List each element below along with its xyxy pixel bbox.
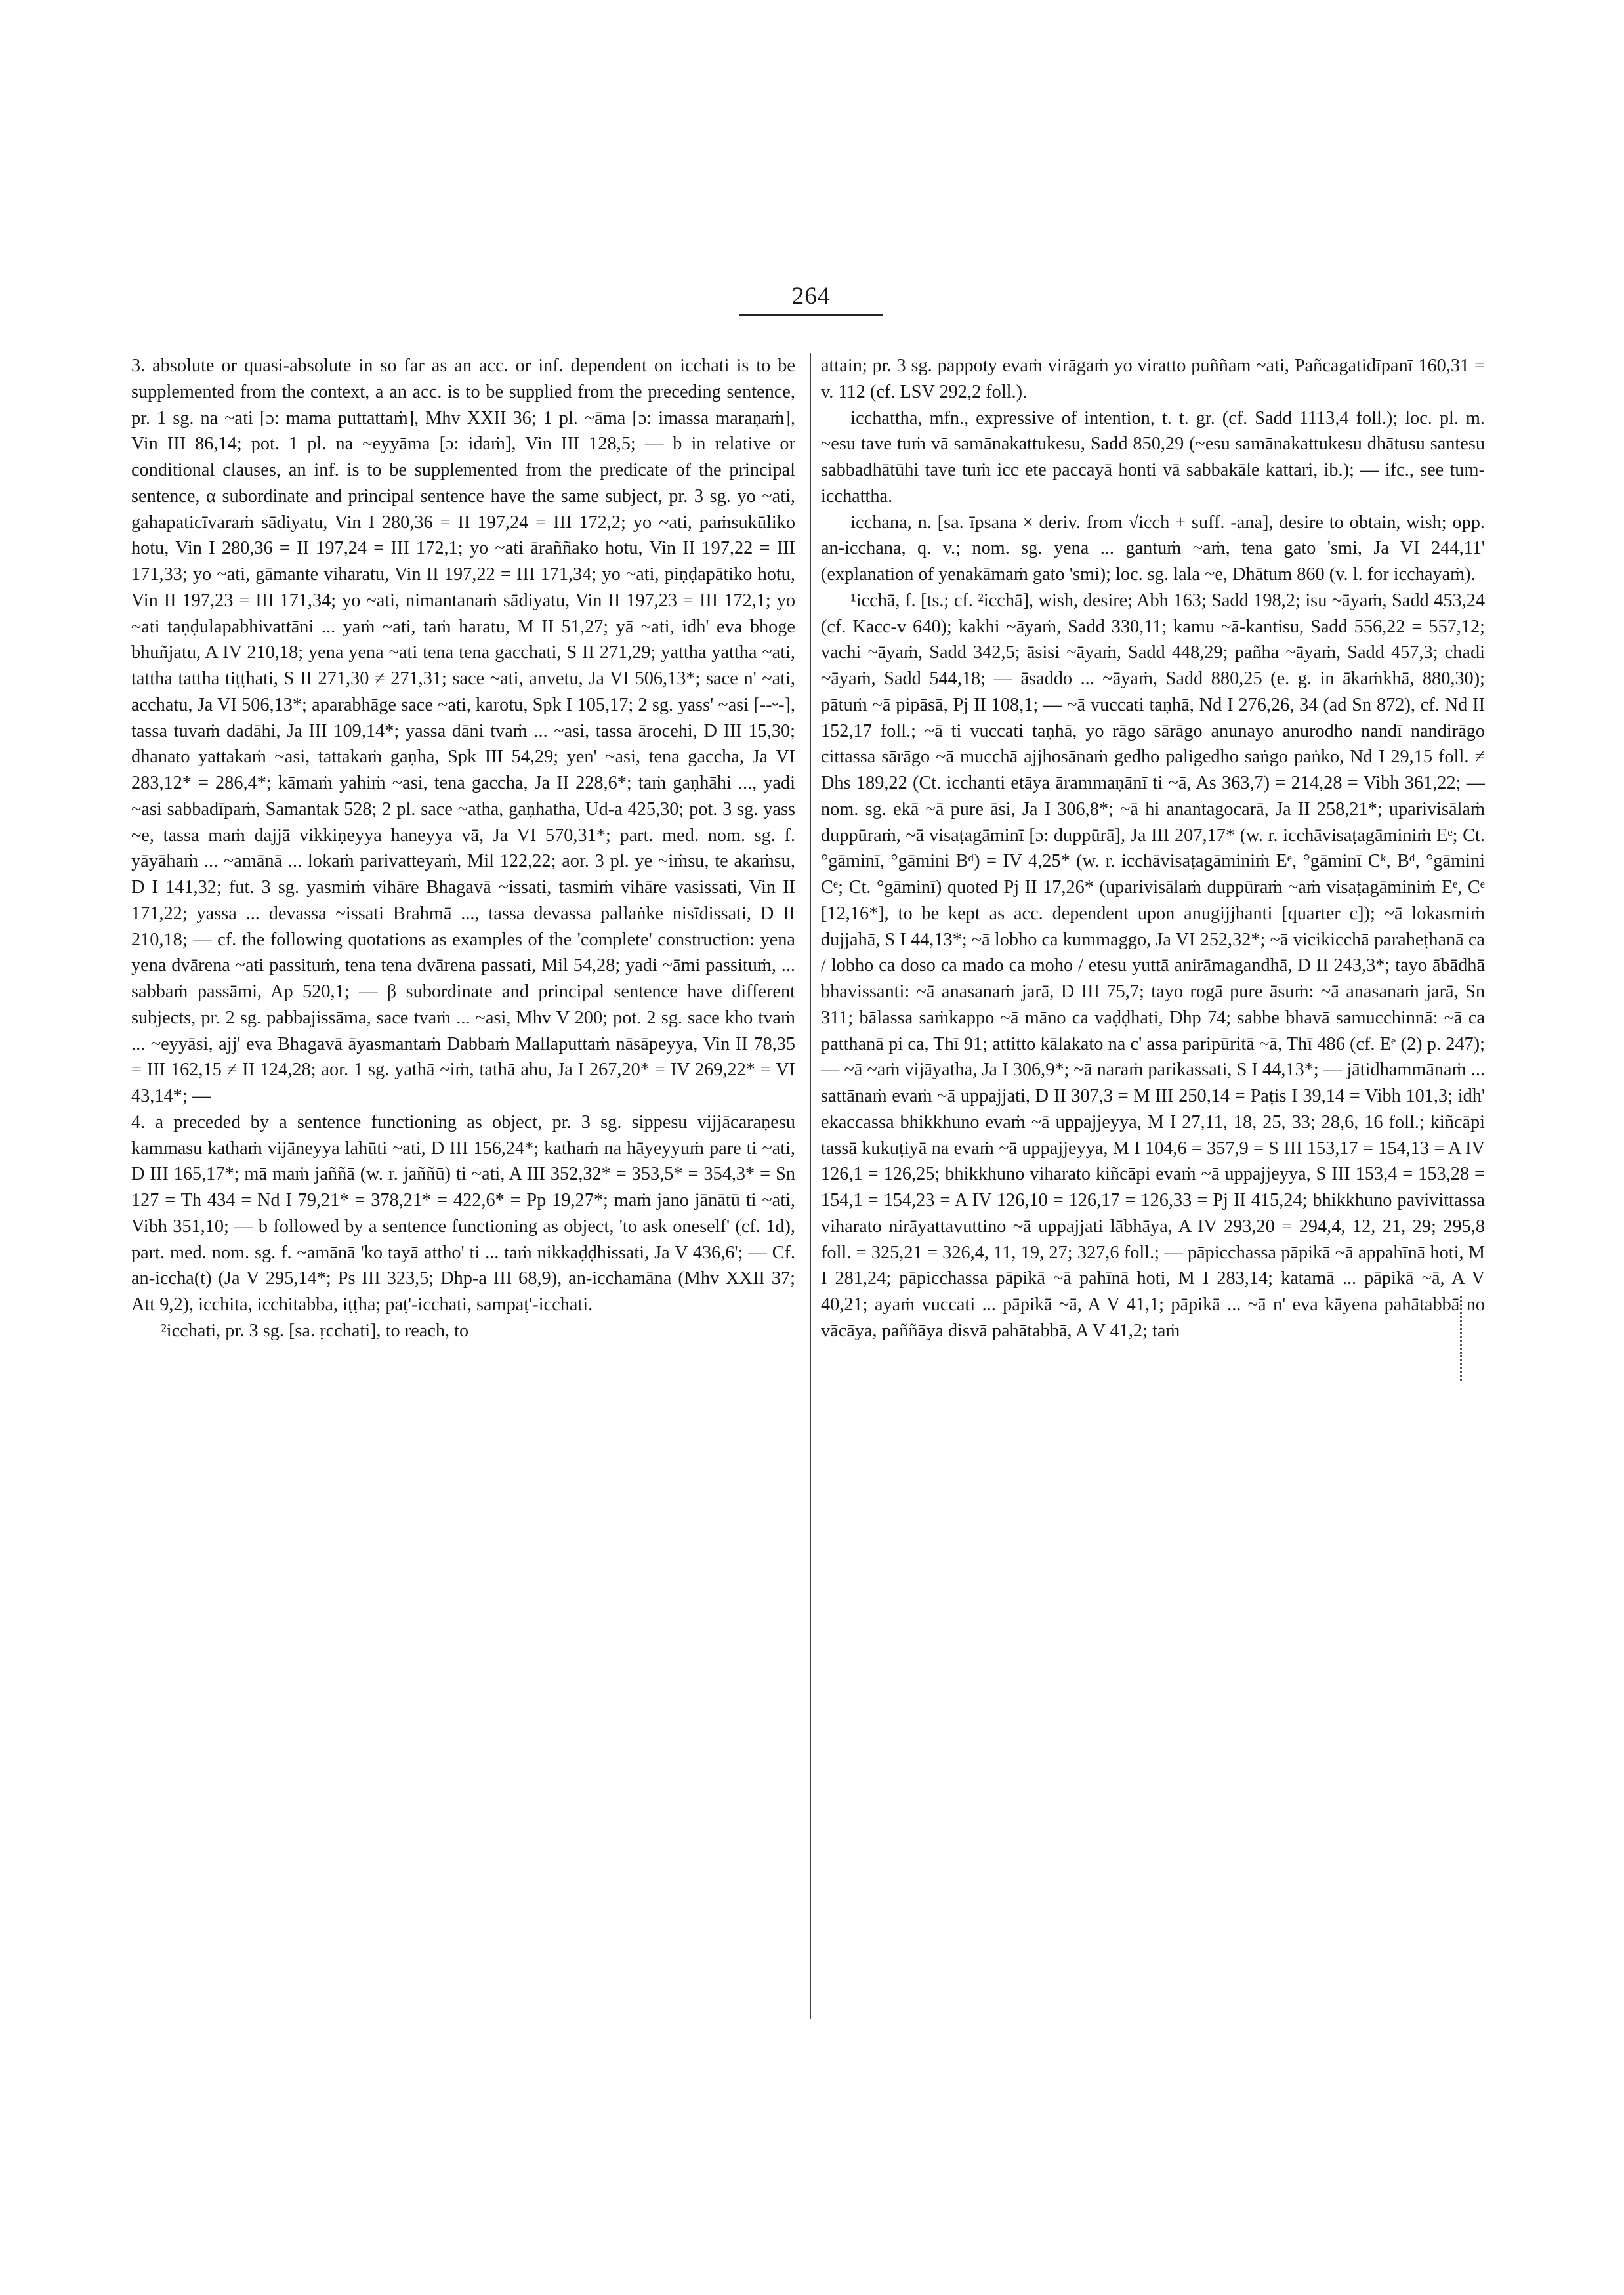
entry-text: icchana, n. [sa. īpsana × deriv. from √icch + suff. -ana], desire to obtain, wish; opp. an-icchana, q. v.; nom. sg. yena ... gantuṁ ~aṁ, tena gato 'smi, Ja VI 244,11' (explanation of yenakāmaṁ gato 'smi); loc. sg. lala ~e, Dhātum 860 (v. l. for icchayaṁ).: [821, 512, 1485, 585]
entry-text: ¹icchā, f. [ts.; cf. ²icchā], wish, desire; Abh 163; Sadd 198,2; isu ~āyaṁ, Sadd 453,24 (cf. Kacc-v 640); kakhi ~āyaṁ, Sadd 330,11; kamu ~ā-kantisu, Sadd 556,22 = 557,12; vachi ~āyaṁ, Sadd 342,5; āsisi ~āyaṁ, Sadd 448,29; pañha ~āyaṁ, Sadd 457,3; chadi ~āyaṁ, Sadd 544,18; — āsaddo ... ~āyaṁ, Sadd 880,25 (e. g. in ākaṁkhā, 880,30); pātuṁ ~ā pipāsā, Pj II 108,1; — ~ā vuccati taṇhā, Nd I 276,26, 34 (ad Sn 872), cf. Nd II 152,17 foll.; ~ā ti vuccati taṇhā, yo rāgo sārāgo anunayo anurodho nandī nandirāgo cittassa sārāgo ~ā mucchā ajjhosānaṁ gedho paligedho saṅgo paṅko, Nd I 29,15 foll. ≠ Dhs 189,22 (Ct. icchanti etāya ārammaṇānī ti ~ā, As 363,7) = 214,28 = Vibh 361,22; — nom. sg. ekā ~ā pure āsi, Ja I 306,8*; ~ā hi anantagocarā, Ja II 258,21*; uparivisālaṁ duppūraṁ, ~ā visaṭagāminī [ɔ: duppūrā], Ja III 207,17* (w. r. icchāvisaṭagāminiṁ Eᵉ; Ct. °gāminī, °gāmini Bᵈ) = IV 4,25* (w. r. icchāvisaṭagāminiṁ Eᵉ, °gāminī Cᵏ, Bᵈ, °gāmini Cᵉ; Ct. °gāminī) quoted Pj II 17,26* (uparivisālaṁ duppūraṁ ~aṁ visaṭagāminiṁ Eᵉ, Cᵉ [12,16*], to be kept as acc. dependent upon anugijjhanti [quarter c]); ~ā lokasmiṁ dujjahā, S I 44,13*; ~ā lobho ca kummaggo, Ja VI 252,32*; ~ā vicikicchā paraheṭhanā ca / lobho ca doso ca mado ca moho / etesu yuttā anirāmagandhā, D II 243,3*; tayo ābādhā bhavissanti: ~ā anasanaṁ jarā, D III 75,7; tayo rogā pure āsuṁ: ~ā anasanaṁ jarā, Sn 311; bālassa saṁkappo ~ā māno ca vaḍḍhati, Dhp 74; sabbe bhavā samucchinnā: ~ā ca patthanā pi ca, Thī 91; attitto kālakato na c' assa paripūritā ~ā, Thī 486 (cf. Eᵉ (2) p. 247); — ~ā ~aṁ vijāyatha, Ja I 306,9*; ~ā naraṁ parikassati, S I 44,13*; — jātidhammānaṁ ... sattānaṁ evaṁ ~ā uppajjati, D II 307,3 = M III 250,14 = Paṭis I 39,14 = Vibh 101,3; idh' ekaccassa bhikkhuno evaṁ ~ā uppajjeyya, M I 27,11, 18, 25, 33; 28,6, 16 foll.; kiñcāpi tassā kukuṭiyā na evaṁ ~ā uppajjeyya, M I 104,6 = 357,9 = S III 153,17 = 154,13 = A IV 126,1 = 126,25; bhikkhuno viharato kiñcāpi evaṁ ~ā uppajjeyya, S III 153,4 = 153,28 = 154,1 = 154,23 = A IV 126,10 = 126,17 = 126,33 = Pj II 415,24; bhikkhuno pavivittassa viharato nirāyattavuttino ~ā uppajjati lābhāya, A IV 293,20 = 294,4, 12, 21, 29; 295,8 foll. = 325,21 = 326,4, 11, 19, 27; 327,6 foll.; — pāpicchassa pāpikā ~ā appahīnā hoti, M I 281,24; pāpicchassa pāpikā ~ā pahīnā hoti, M I 283,14; katamā ... pāpikā ~ā, A V 40,21; ayaṁ vuccati ... pāpikā ~ā, A V 41,1; pāpikā ... ~ā n' eva kāyena pahātabbā no vācāya, paññāya disvā pahātabbā, A V 41,2; taṁ: [821, 590, 1485, 1341]
header-rule: [739, 314, 883, 316]
entry-text: 4. a preceded by a sentence functioning as object, pr. 3 sg. sippesu vijjācaraṇesu kammasu kathaṁ vijāneyya lahūti ~ati, D III 156,24*; kathaṁ na hāyeyyuṁ pare ti ~ati, D III 165,17*; mā maṁ jaññā (w. r. jaññū) ti ~ati, A III 352,32* = 353,5* = 354,3* = Sn 127 = Th 434 = Nd I 79,21* = 378,21* = 422,6* = Pp 19,27*; maṁ jano jānātū ti ~ati, Vibh 351,10; — b followed by a sentence functioning as object, 'to ask oneself' (cf. 1d), part. med. nom. sg. f. ~amānā 'ko tayā attho' ti ... taṁ nikkaḍḍhissati, Ja V 436,6'; — Cf. an-iccha(t) (Ja V 295,14*; Ps III 323,5; Dhp-a III 68,9), an-icchamāna (Mhv XXII 37; Att 9,2), icchita, icchitabba, iṭṭha; paṭ'-icchati, sampaṭ'-icchati.: [131, 1111, 795, 1315]
margin-mark: [1460, 1296, 1462, 1381]
right-column: [821, 353, 1485, 2019]
page-number: 264: [791, 283, 831, 310]
entry-text: ²icchati, pr. 3 sg. [sa. ṛcchati], to reach, to: [161, 1320, 469, 1341]
entry-text: icchattha, mfn., expressive of intention, t. t. gr. (cf. Sadd 1113,4 foll.); loc. pl. m. ~esu tave tuṁ vā samānakattukesu, Sadd 850,29 (~esu samānakattukesu dhātusu santesu sabbadhātūhi tave tuṁ icc ete paccayā honti vā sabbakāle kattari, ib.); — ifc., see tum-icchattha.: [821, 407, 1485, 507]
entry-text: attain; pr. 3 sg. pappoty evaṁ virāgaṁ yo viratto puññam ~ati, Pañcagatidīpanī 160,31 = v. 112 (cf. LSV 292,2 foll.).: [821, 356, 1485, 402]
entry-text: 3. absolute or quasi-absolute in so far as an acc. or inf. dependent on icchati is to be supplemented from the context, a an acc. is to be supplied from the preceding sentence, pr. 1 sg. na ~ati [ɔ: mama puttattaṁ], Mhv XXII 36; 1 pl. ~āma [ɔ: imassa maraṇaṁ], Vin III 86,14; pot. 1 pl. na ~eyyāma [ɔ: idaṁ], Vin III 128,5; — b in relative or conditional clauses, an inf. is to be supplemented from the predicate of the principal sentence, α subordinate and principal sentence have the same subject, pr. 3 sg. yo ~ati, gahapaticīvaraṁ sādiyatu, Vin I 280,36 = II 197,24 = III 172,2; yo ~ati, paṁsukūliko hotu, Vin I 280,36 = II 197,24 = III 172,1; yo ~ati āraññako hotu, Vin II 197,22 = III 171,33; yo ~ati, gāmante viharatu, Vin II 197,22 = III 171,34; yo ~ati, piṇḍapātiko hotu, Vin II 197,23 = III 171,34; yo ~ati, nimantanaṁ sādiyatu, Vin II 197,23 = III 172,1; yo ~ati taṇḍulapabhivattāni ... yaṁ ~ati, taṁ haratu, M II 51,27; yā ~ati, idh' eva bhoge bhuñjatu, A IV 210,18; yena yena ~ati tena tena gacchati, S II 271,29; yattha yattha ~ati, tattha tattha tiṭṭhati, S II 271,30 ≠ 271,31; sace ~ati, anvetu, Ja VI 506,13*; sace n' ~ati, acchatu, Ja VI 506,13*; aparabhāge sace ~ati, karotu, Spk I 105,17; 2 sg. yass' ~asi [--⏑-], tassa tuvaṁ dadāhi, Ja III 109,14*; yassa dāni tvaṁ ... ~asi, tassa ārocehi, D III 15,30; dhanato yattakaṁ ~asi, tattakaṁ gaṇha, Spk III 54,29; yen' ~asi, tena gaccha, Ja VI 283,12* = 286,4*; kāmaṁ yahiṁ ~asi, tena gaccha, Ja II 228,6*; taṁ gaṇhāhi ..., yadi ~asi sabbadīpaṁ, Samantak 528; 2 pl. sace ~atha, gaṇhatha, Ud-a 425,30; pot. 3 sg. yass ~e, tassa maṁ dajjā vikkiṇeyya haneyya vā, Ja VI 570,31*; part. med. nom. sg. f. yāyāhaṁ ... ~amānā ... lokaṁ parivatteyaṁ, Mil 122,22; aor. 3 pl. ye ~iṁsu, te akaṁsu, D I 141,32; fut. 3 sg. yasmiṁ vihāre Bhagavā ~issati, tasmiṁ vihāre vasissati, Vin II 171,22; yassa ... devassa ~issati Brahmā ..., tassa devassa pallaṅke nisīdissati, D II 210,18; — cf. the following quotations as examples of the 'complete' construction: yena yena dvārena ~ati passituṁ, tena tena dvārena passati, Mil 54,28; yadi ~āmi passituṁ, ... sabbaṁ passāmi, Ap 520,1; — β subordinate and principal sentence have different subjects, pr. 2 sg. pabbajissāma, sace tvaṁ ... ~asi, Mhv V 200; pot. 2 sg. sace kho tvaṁ ... ~eyyāsi, ajj' eva Bhagavā āyasmantaṁ Dabbaṁ Mallaputtaṁ nāsāpeyya, Vin II 78,35 = III 162,15 ≠ II 124,28; aor. 1 sg. yathā ~iṁ, tathā ahu, Ja I 267,20* = IV 269,22* = VI 43,14*; —: [131, 356, 795, 1106]
column-divider: [810, 353, 811, 2019]
left-column: [131, 353, 795, 2019]
